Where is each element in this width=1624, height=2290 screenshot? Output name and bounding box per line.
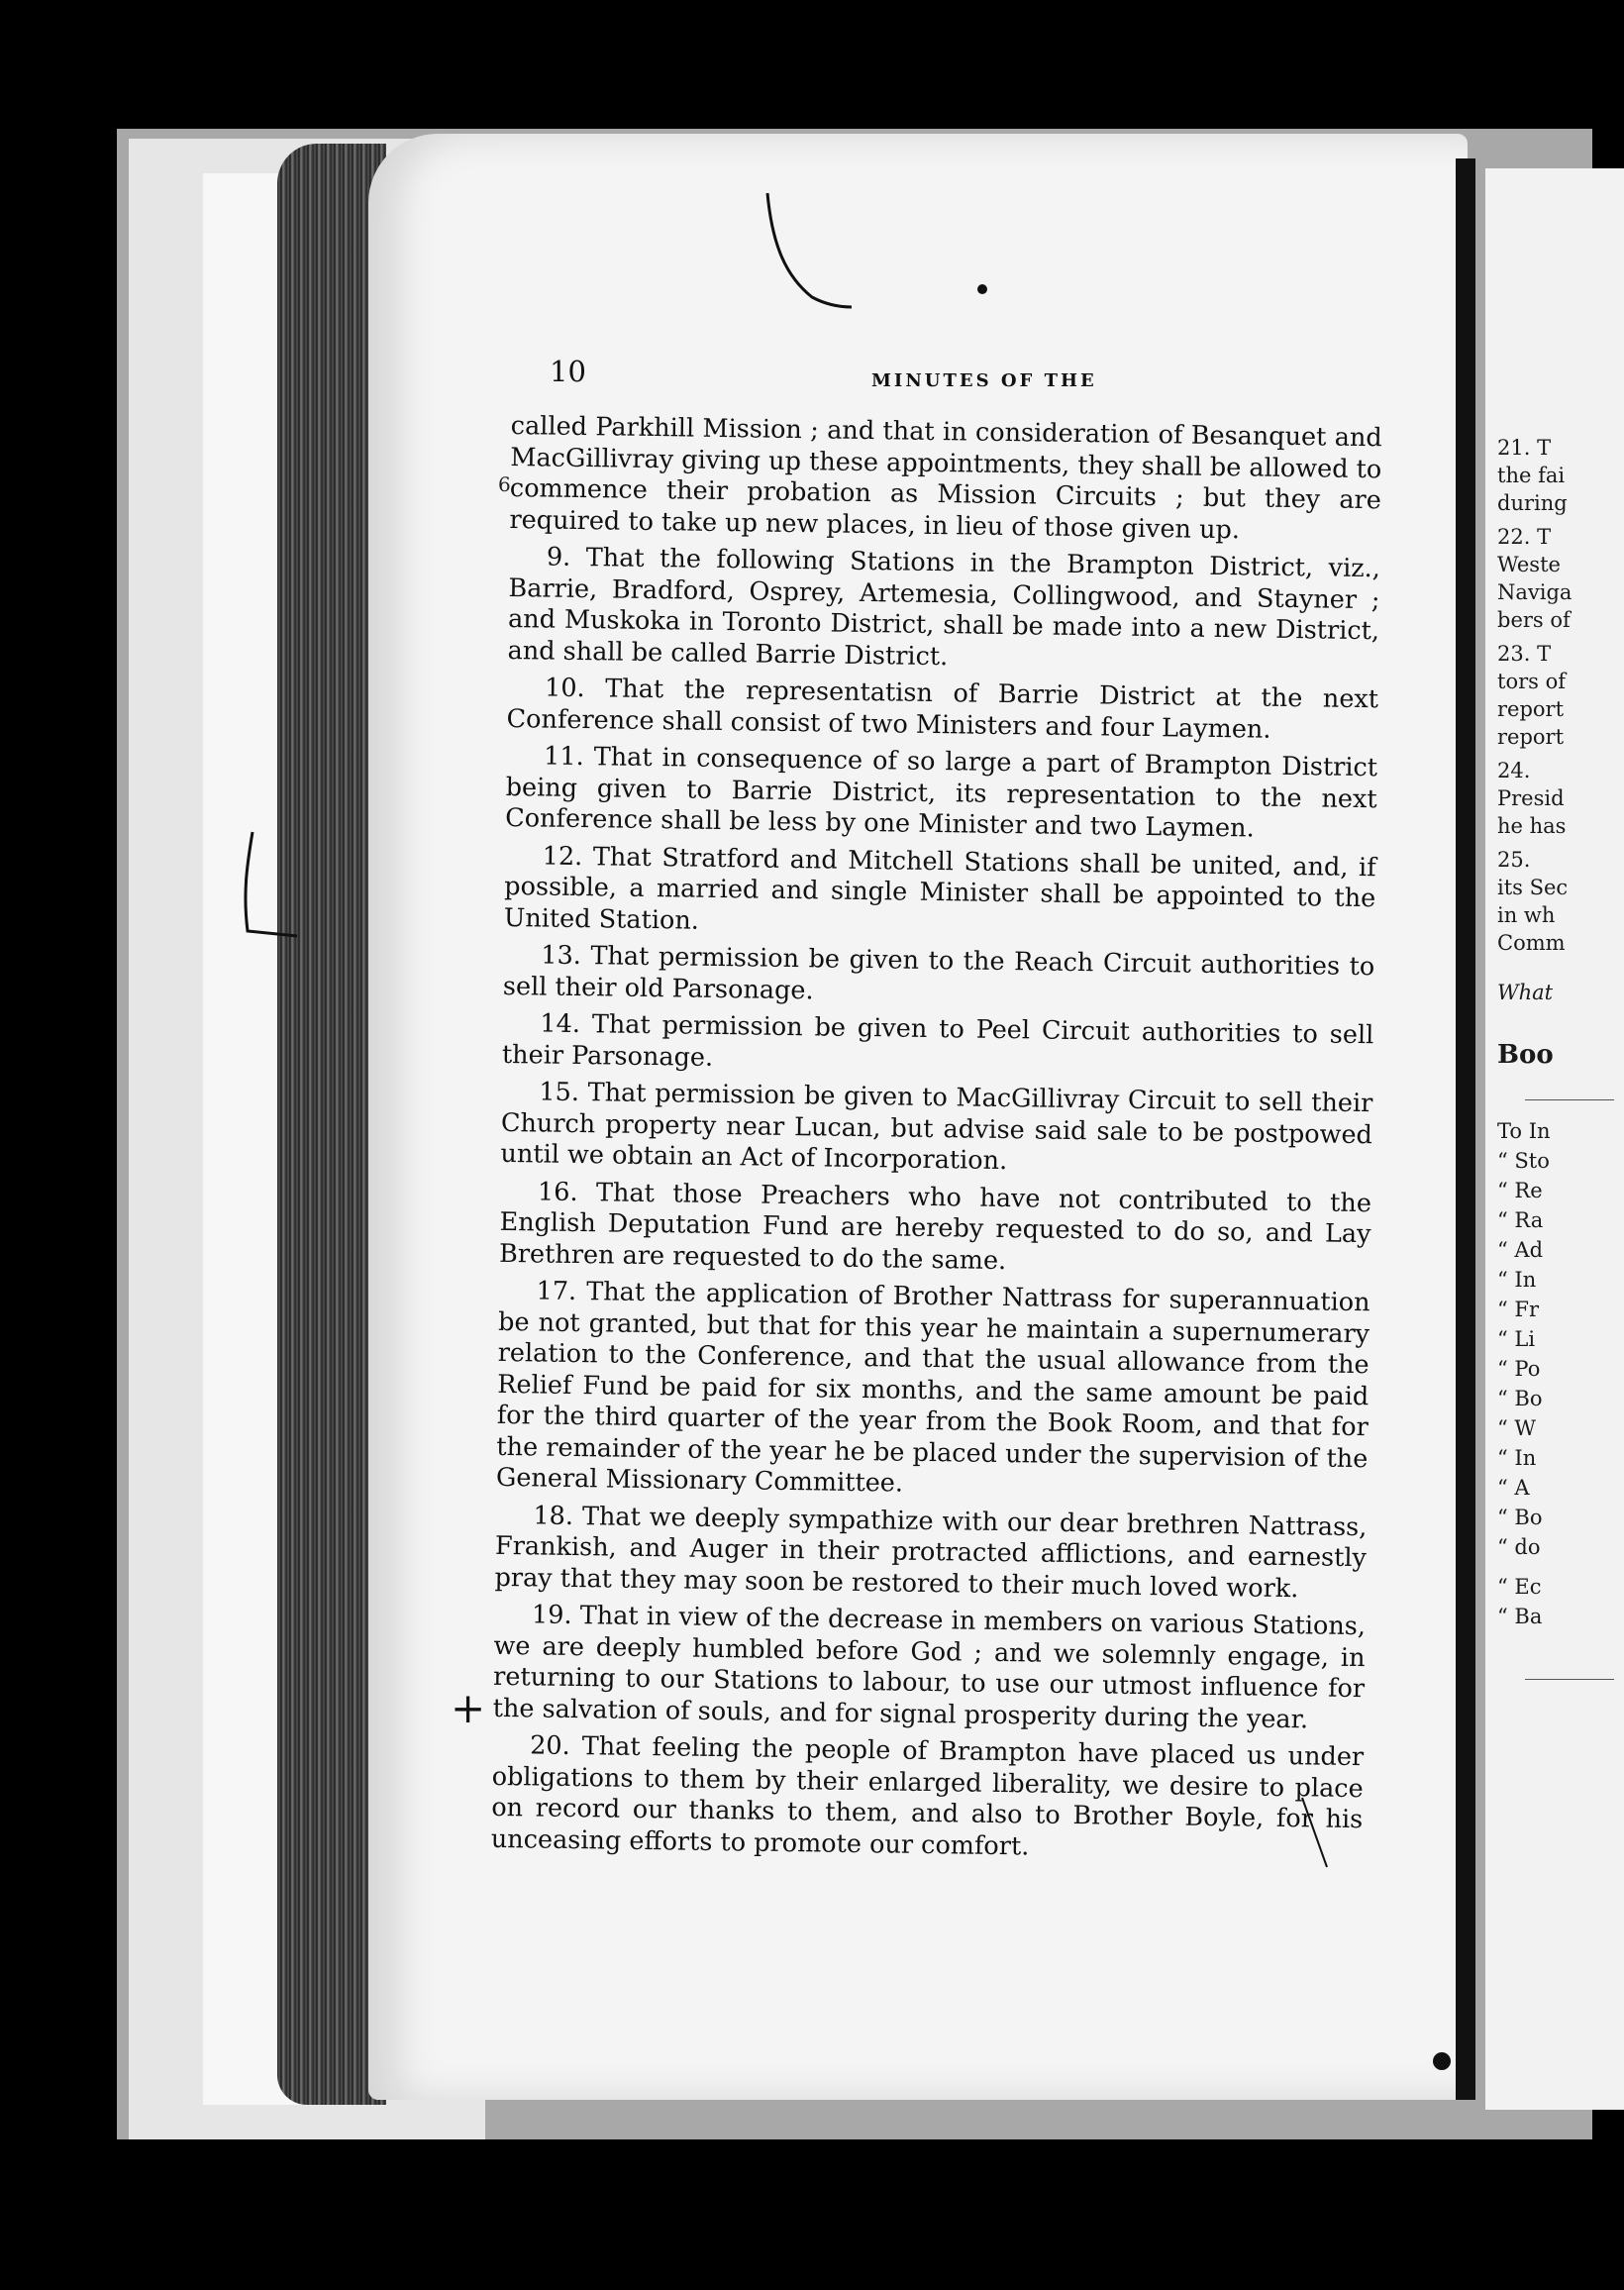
facing-line: Naviga — [1497, 580, 1573, 604]
facing-line: tors of — [1497, 670, 1566, 693]
paragraph: 13. That permission be given to the Reach Circuit authorities to sell their old Parsonage. — [502, 940, 1375, 1005]
facing-line: 24. — [1497, 759, 1531, 782]
ink-dot — [975, 282, 989, 296]
facing-list-item: “ Li — [1497, 1327, 1536, 1351]
pen-stroke-top — [753, 188, 871, 317]
facing-line: bers of — [1497, 608, 1571, 632]
facing-line: Presid — [1497, 786, 1565, 810]
running-head: MINUTES OF THE — [871, 370, 1097, 391]
facing-line: Weste — [1497, 553, 1561, 576]
paragraph: 18. That we deeply sympathize with our dear brethren Nattrass, Frankish, and Auger in their protracted afflictions, and earnestly pray that they may soon be restored to their much loved work. — [494, 1500, 1368, 1604]
facing-list-item: “ do — [1497, 1535, 1541, 1559]
facing-list-item: “ In — [1497, 1446, 1537, 1470]
page-body — [491, 411, 1382, 1873]
facing-list-item: “ Bo — [1497, 1506, 1543, 1529]
facing-line: the fai — [1497, 464, 1566, 487]
paragraph: 9. That the following Stations in the Brampton District, viz., Barrie, Bradford, Osprey, Artemesia, Collingwood, and Stayner ; and Muskoka in Toronto District, shall be made into a new District, and shall be called Barrie District. — [507, 542, 1381, 672]
facing-line: Comm — [1497, 931, 1566, 955]
facing-list-item: “ Re — [1497, 1179, 1543, 1202]
paragraph: called Parkhill Mission ; and that in consideration of Besanquet and MacGillivray giving up these appointments, they shall be allowed to commence their probation as Mission Circuits ; but they are required to take up new places, in lieu of those given up. — [509, 411, 1382, 545]
paragraph: 14. That permission be given to Peel Circuit authorities to sell their Parsonage. — [501, 1008, 1374, 1073]
paragraph: 11. That in consequence of so large a part of Brampton District being given to Barrie District, its representation to the next Conference shall be less by one Minister and two Laymen. — [505, 741, 1378, 844]
margin-digit: 6 — [498, 472, 511, 496]
facing-list-intro: To In — [1497, 1119, 1551, 1143]
paragraph: 16. That those Preachers who have not contributed to the English Deputation Fund are hereby requested to do so, and Lay Brethren are requested to do the same. — [498, 1176, 1372, 1276]
book-gutter — [1456, 158, 1475, 2100]
facing-list-item: “ Ad — [1497, 1238, 1544, 1262]
facing-line: he has — [1497, 814, 1567, 838]
facing-italic-line: What — [1497, 981, 1554, 1004]
facing-list-item: “ Fr — [1497, 1298, 1540, 1321]
facing-list-item: “ Bo — [1497, 1387, 1543, 1410]
facing-line: report — [1497, 725, 1565, 749]
paragraph: 20. That feeling the people of Brampton have placed us under obligations to them by their enlarged liberality, we desire to place on record our thanks to them, and also to Brother Boyle, for his unceasing efforts to promote our comfort. — [490, 1730, 1365, 1861]
facing-list-item: “ In — [1497, 1268, 1537, 1292]
facing-list-item: “ Ec — [1497, 1575, 1542, 1599]
pen-stroke-bottom — [1297, 1793, 1337, 1872]
facing-line: its Sec — [1497, 876, 1569, 899]
pen-stroke-left — [228, 822, 317, 951]
facing-line: 23. T — [1497, 642, 1552, 666]
facing-list-item: “ A — [1497, 1476, 1530, 1500]
page-number: 10 — [550, 355, 586, 388]
facing-line: 25. — [1497, 848, 1531, 872]
facing-list-item: “ Ra — [1497, 1208, 1544, 1232]
margin-plus-mark: + — [451, 1684, 486, 1732]
facing-rule — [1525, 1099, 1614, 1100]
facing-line: report — [1497, 697, 1565, 721]
facing-heading: Boo — [1497, 1040, 1554, 1070]
paragraph: 10. That the representatisn of Barrie District at the next Conference shall consist of two Ministers and four Laymen. — [506, 673, 1379, 745]
paragraph: 17. That the application of Brother Nattrass for superannuation be not granted, but that for this year he maintain a supernumerary relation to the Conference, and that the usual allowance from the Relief Fund be paid for six months, and the same amount be paid for the third quarter of the year from the Book Room, and that for the remainder of the year he be placed under the supervision of the General Missionary Committee. — [495, 1276, 1370, 1499]
facing-list-item: “ Sto — [1497, 1149, 1550, 1173]
facing-list-item: “ W — [1497, 1416, 1536, 1440]
paragraph: 15. That permission be given to MacGillivray Circuit to sell their Church property near Lucan, but advise said sale to be postpowed until we obtain an Act of Incorporation. — [500, 1077, 1373, 1177]
facing-list-item: “ Ba — [1497, 1605, 1543, 1628]
facing-line: during — [1497, 491, 1568, 515]
facing-line: in wh — [1497, 903, 1556, 927]
facing-line: 22. T — [1497, 525, 1552, 549]
facing-list-item: “ Po — [1497, 1357, 1541, 1381]
facing-rule — [1525, 1679, 1614, 1680]
ink-blot — [1431, 2050, 1453, 2072]
paragraph: 19. That in view of the decrease in members on various Stations, we are deeply humbled before God ; and we solemnly engage, in returning to our Stations to labour, to use our utmost influence for the salvation of souls, and for signal prosperity during the year. — [492, 1600, 1367, 1734]
facing-page — [1485, 168, 1624, 2110]
facing-line: 21. T — [1497, 436, 1552, 460]
paragraph: 12. That Stratford and Mitchell Stations shall be united, and, if possible, a married and single Minister shall be appointed to the United Station. — [503, 840, 1376, 936]
